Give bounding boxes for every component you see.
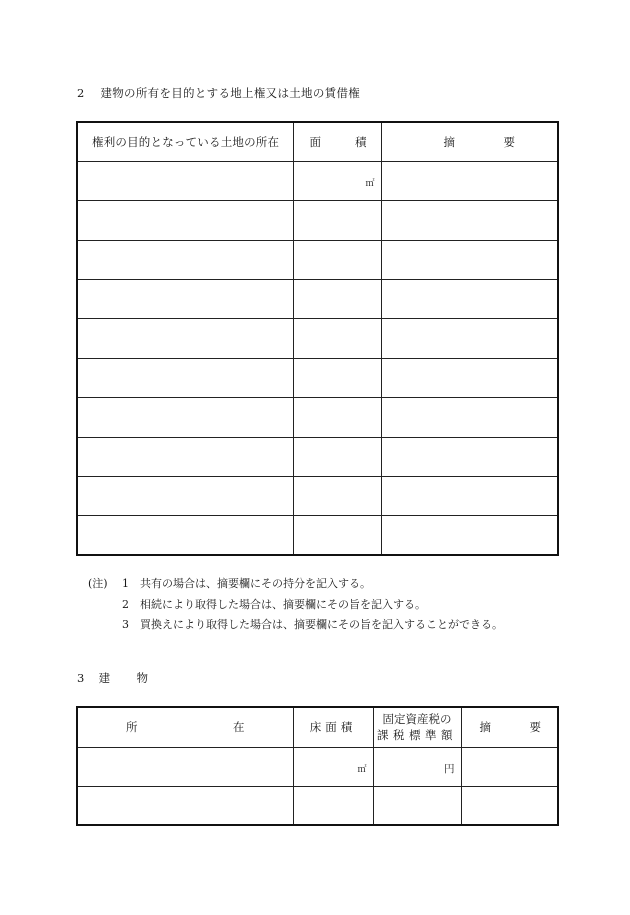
header-remarks: 摘 要: [461, 707, 558, 747]
notes-lead: (注): [88, 577, 108, 590]
land-location-cell[interactable]: [77, 398, 293, 437]
land-location-cell[interactable]: [77, 161, 293, 200]
table-row: [77, 280, 558, 319]
table-row: [77, 786, 558, 825]
table-row: [77, 516, 558, 555]
section-3-heading: [77, 670, 148, 686]
table-row: [77, 319, 558, 358]
land-location-cell[interactable]: [77, 280, 293, 319]
header-remarks: 摘 要: [381, 122, 558, 161]
land-rights-table: [76, 121, 559, 556]
table-row: [77, 358, 558, 397]
remarks-cell[interactable]: [461, 747, 558, 786]
table-header-row: [77, 122, 558, 161]
remarks-cell[interactable]: [381, 358, 558, 397]
remarks-cell[interactable]: [381, 319, 558, 358]
building-location-cell[interactable]: [77, 747, 293, 786]
tax-base-cell[interactable]: [373, 786, 461, 825]
area-cell[interactable]: [293, 319, 381, 358]
remarks-cell[interactable]: [381, 280, 558, 319]
area-cell[interactable]: [293, 437, 381, 476]
section-2-heading: [77, 85, 360, 101]
remarks-cell[interactable]: [381, 240, 558, 279]
land-location-cell[interactable]: [77, 437, 293, 476]
area-cell[interactable]: [293, 201, 381, 240]
table-row: [77, 747, 558, 786]
notes-block: [88, 574, 503, 636]
note-text: 買換えにより取得した場合は、摘要欄にその旨を記入することができる。: [140, 618, 503, 631]
area-cell[interactable]: [293, 240, 381, 279]
remarks-cell[interactable]: [381, 398, 558, 437]
land-location-cell[interactable]: [77, 201, 293, 240]
remarks-cell[interactable]: [461, 786, 558, 825]
land-location-cell[interactable]: [77, 319, 293, 358]
table-row: [77, 201, 558, 240]
header-location: 所 在: [77, 707, 293, 747]
note-item: 2 相続により取得した場合は、摘要欄にその旨を記入する。: [122, 597, 426, 611]
area-cell[interactable]: [293, 398, 381, 437]
land-location-cell[interactable]: [77, 240, 293, 279]
land-location-cell[interactable]: [77, 477, 293, 516]
table-header-row: [77, 707, 558, 747]
area-cell[interactable]: [293, 358, 381, 397]
header-tax-base: 固定資産税の 課税標準額: [373, 707, 461, 747]
floor-area-cell[interactable]: [293, 786, 373, 825]
table-row: [77, 398, 558, 437]
table-row: [77, 161, 558, 200]
remarks-cell[interactable]: [381, 516, 558, 555]
note-text: 共有の場合は、摘要欄にその持分を記入する。: [140, 577, 371, 590]
section-3-number: 3: [77, 671, 85, 685]
area-cell[interactable]: [293, 516, 381, 555]
header-floor-area: 床面積: [293, 707, 373, 747]
square-meter-unit: ㎡: [357, 764, 367, 775]
section-2-number: 2: [77, 86, 85, 100]
remarks-cell[interactable]: [381, 201, 558, 240]
area-cell[interactable]: [293, 477, 381, 516]
note-text: 相続により取得した場合は、摘要欄にその旨を記入する。: [140, 597, 426, 611]
table-row: [77, 240, 558, 279]
floor-area-cell[interactable]: [293, 747, 373, 786]
yen-unit: 円: [444, 762, 455, 775]
tax-base-cell[interactable]: [373, 747, 461, 786]
remarks-cell[interactable]: [381, 161, 558, 200]
square-meter-unit: ㎡: [365, 179, 375, 190]
note-item: 3 買換えにより取得した場合は、摘要欄にその旨を記入することができる。: [122, 618, 503, 631]
section-3-title-right: 物: [136, 671, 149, 685]
building-location-cell[interactable]: [77, 786, 293, 825]
area-cell[interactable]: [293, 161, 381, 200]
table-row: [77, 477, 558, 516]
header-area: 面 積: [293, 122, 381, 161]
note-item: (注) 1 共有の場合は、摘要欄にその持分を記入する。: [88, 574, 503, 595]
section-2-title: 建物の所有を目的とする地上権又は土地の賃借権: [100, 86, 361, 100]
buildings-table: [76, 706, 559, 826]
area-cell[interactable]: [293, 280, 381, 319]
table-row: [77, 437, 558, 476]
land-location-cell[interactable]: [77, 516, 293, 555]
header-land-location: 権利の目的となっている土地の所在: [77, 122, 293, 161]
remarks-cell[interactable]: [381, 437, 558, 476]
remarks-cell[interactable]: [381, 477, 558, 516]
section-3-title-left: 建: [98, 671, 111, 685]
land-location-cell[interactable]: [77, 358, 293, 397]
